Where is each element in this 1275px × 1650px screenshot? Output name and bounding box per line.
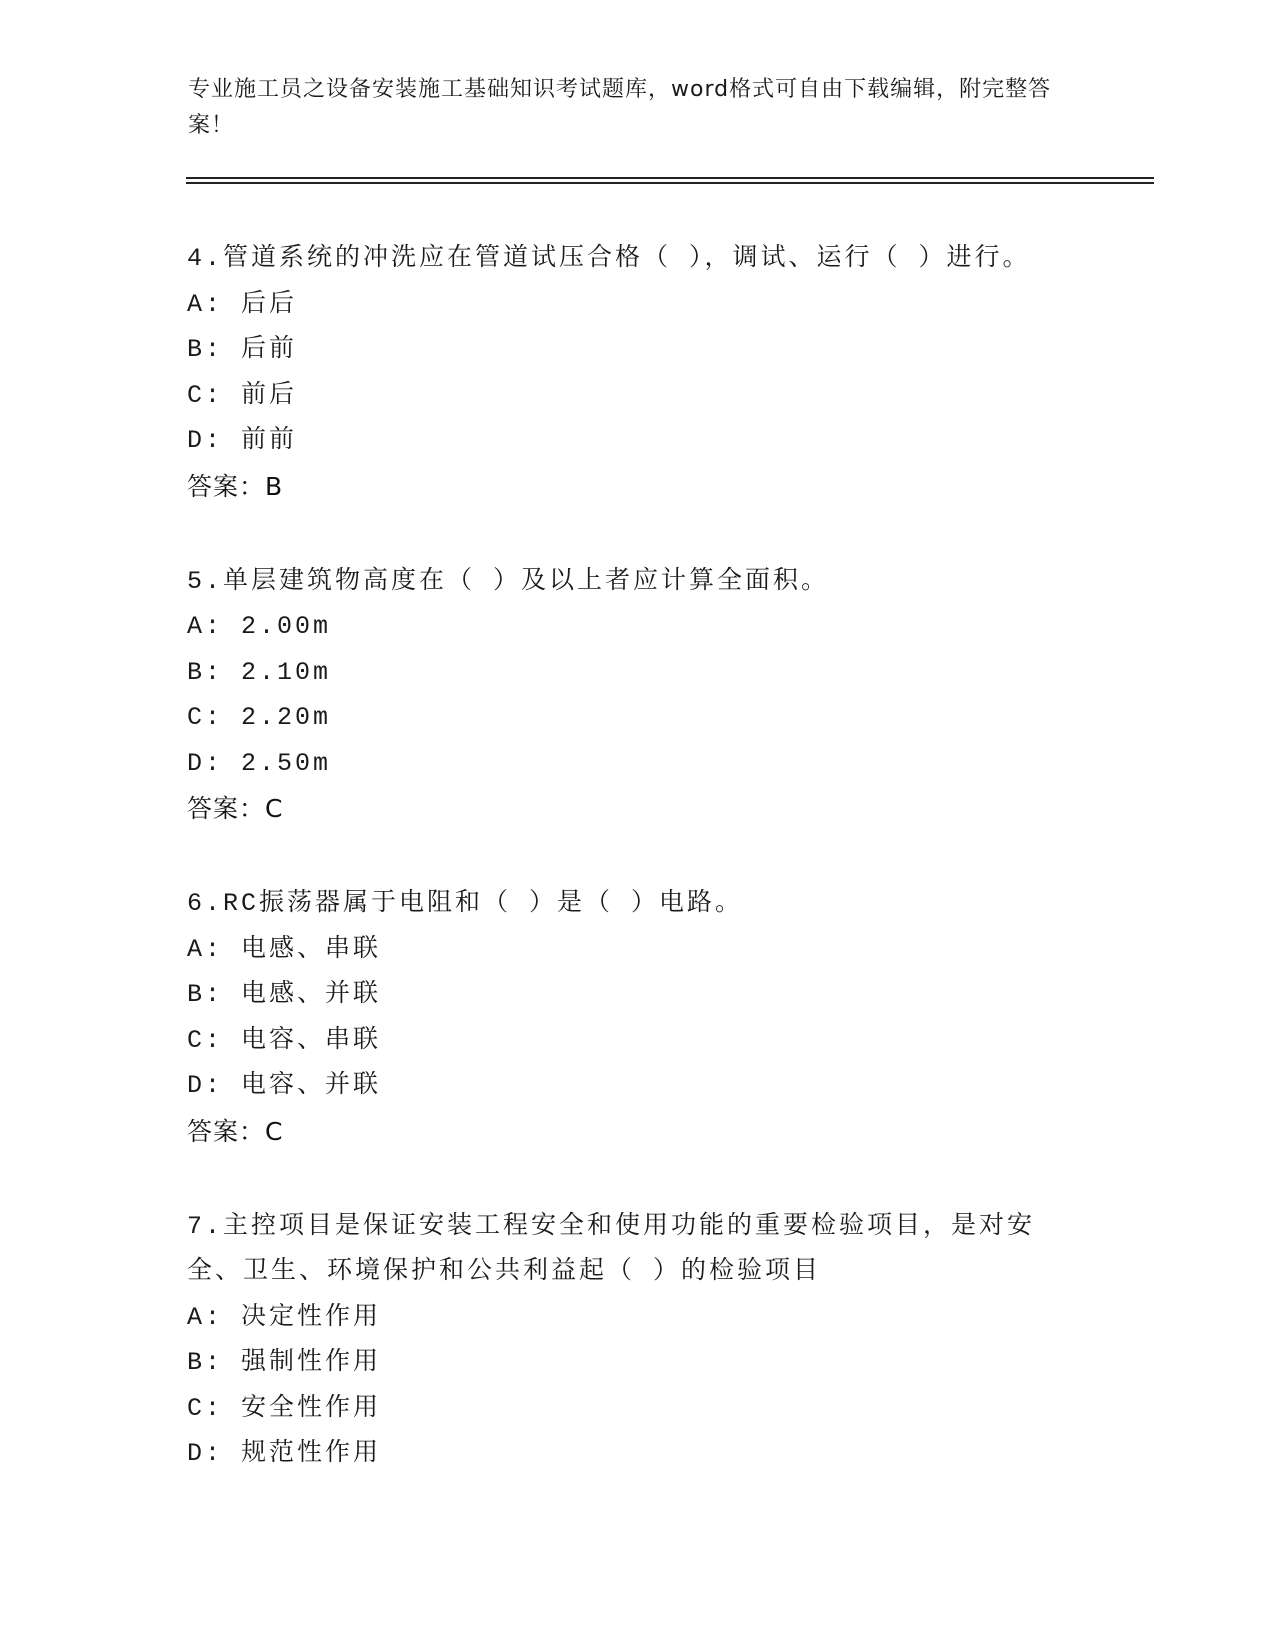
- question-stem: 6.RC振荡器属于电阻和（ ）是（ ）电路。: [187, 889, 744, 918]
- option-d: D: 规范性作用: [187, 1439, 382, 1468]
- option-c: C: 2.20m: [187, 703, 332, 732]
- header-divider-top: [186, 177, 1154, 179]
- option-d: D: 电容、并联: [187, 1071, 382, 1100]
- answer-line: 答案：C: [187, 794, 284, 823]
- question-stem: 5.单层建筑物高度在（ ）及以上者应计算全面积。: [187, 566, 830, 596]
- question-list: [187, 236, 1087, 1527]
- question-stem: 7.主控项目是保证安装工程安全和使用功能的重要检验项目，是对安全、卫生、环境保护和公共利益起（ ）的检验项目: [187, 1211, 1036, 1286]
- option-a: A: 2.00m: [187, 612, 332, 641]
- option-b: B: 强制性作用: [187, 1348, 382, 1377]
- option-c: C: 安全性作用: [187, 1393, 382, 1423]
- option-d: D: 前前: [187, 426, 298, 455]
- question-7: [187, 1204, 1087, 1477]
- option-b: B: 2.10m: [187, 657, 332, 687]
- option-a: A: 电感、串联: [187, 934, 382, 964]
- question-5: [187, 559, 1087, 832]
- option-a: A: 决定性作用: [187, 1302, 382, 1332]
- option-c: C: 电容、串联: [187, 1025, 382, 1055]
- question-6: [187, 881, 1087, 1154]
- question-stem: 4.管道系统的冲洗应在管道试压合格（ ），调试、运行（ ）进行。: [187, 244, 1031, 273]
- header-divider-bottom: [186, 182, 1154, 184]
- question-4: [187, 236, 1087, 509]
- option-b: B: 后前: [187, 335, 298, 364]
- answer-line: 答案：C: [187, 1116, 284, 1146]
- option-c: C: 前后: [187, 380, 298, 410]
- answer-line: 答案：B: [187, 471, 284, 501]
- option-a: A: 后后: [187, 289, 298, 319]
- document-header-title: 专业施工员之设备安装施工基础知识考试题库，word格式可自由下载编辑，附完整答案！: [188, 77, 1052, 138]
- option-b: B: 电感、并联: [187, 980, 382, 1009]
- option-d: D: 2.50m: [187, 748, 332, 778]
